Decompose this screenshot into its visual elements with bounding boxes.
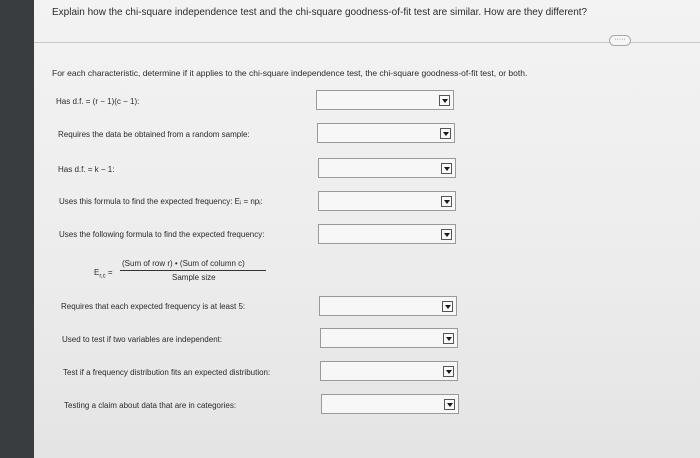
chevron-down-icon[interactable] [441,163,452,174]
dropdown-two-variables[interactable] [320,328,458,348]
question-text: Explain how the chi-square independence test and the chi-square goodness-of-fit test are similar. How are they different? [52,7,588,18]
dropdown-random-sample[interactable] [317,123,455,143]
dropdown-expected-formula[interactable] [318,224,456,244]
item-label-expected-formula: Uses the following formula to find the expected frequency: [59,230,265,239]
item-label-two-variables: Used to test if two variables are independent: [62,335,223,344]
chevron-down-icon[interactable] [443,366,454,377]
item-label-expected-np: Uses this formula to find the expected frequency: Eᵢ = npᵢ: [59,197,263,206]
chevron-down-icon[interactable] [441,196,452,207]
chevron-down-icon[interactable] [440,128,451,139]
item-label-expected-at-least-5: Requires that each expected frequency is at least 5: [61,302,246,311]
dropdown-frequency-distribution[interactable] [320,361,458,381]
item-label-random-sample: Requires the data be obtained from a random sample: [58,130,250,139]
chevron-down-icon[interactable] [439,95,450,106]
expand-button[interactable]: ····· [609,35,631,46]
dropdown-df-k[interactable] [318,158,456,178]
divider [34,42,700,43]
question-panel [34,0,700,458]
item-label-categories: Testing a claim about data that are in categories: [64,401,237,410]
dropdown-expected-at-least-5[interactable] [319,296,457,316]
chevron-down-icon[interactable] [442,301,453,312]
chevron-down-icon[interactable] [444,399,455,410]
item-label-df-k: Has d.f. = k − 1: [58,165,115,174]
chevron-down-icon[interactable] [443,333,454,344]
instruction-text: For each characteristic, determine if it applies to the chi-square independence test, the chi-square goodness-of-fit test, or both. [52,68,528,78]
dropdown-expected-np[interactable] [318,191,456,211]
expected-frequency-formula [94,259,284,287]
chevron-down-icon[interactable] [441,229,452,240]
item-label-df-rc: Has d.f. = (r − 1)(c − 1): [56,97,140,106]
dropdown-categories[interactable] [321,394,459,414]
formula-lhs: $E_{r,c}$ = [94,268,113,280]
item-label-frequency-distribution: Test if a frequency distribution fits an expected distribution: [63,368,271,377]
dropdown-df-rc[interactable] [316,90,454,110]
fraction-bar [120,270,266,271]
formula-numerator: (Sum of row r) • (Sum of column c) [122,259,245,268]
formula-denominator: Sample size [172,273,216,282]
